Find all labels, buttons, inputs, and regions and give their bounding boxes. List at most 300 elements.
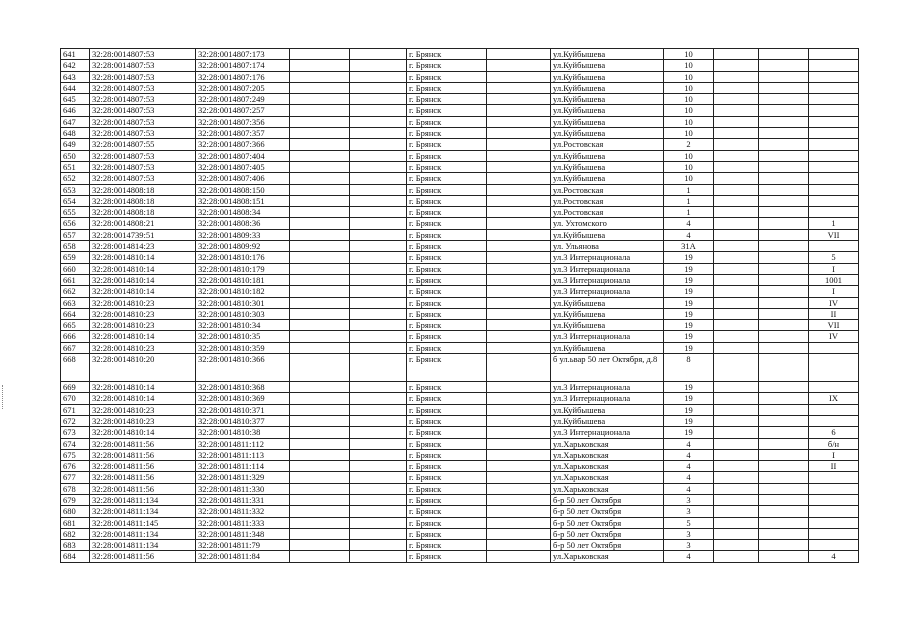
cell-house-number: 8	[664, 354, 714, 382]
cell-apartment: 6	[809, 427, 859, 438]
cell-col-7	[487, 393, 551, 404]
cell-house-number: 19	[664, 308, 714, 319]
cell-city: г. Брянск	[407, 105, 487, 116]
cell-col-5	[350, 472, 407, 483]
cell-row-number: 654	[61, 195, 90, 206]
table-row	[61, 116, 859, 127]
cell-col-4	[290, 483, 350, 494]
cell-city: г. Брянск	[407, 229, 487, 240]
cell-col-5	[350, 427, 407, 438]
cell-row-number: 655	[61, 207, 90, 218]
cell-col-7	[487, 461, 551, 472]
cell-apartment	[809, 60, 859, 71]
cell-col-11	[759, 139, 809, 150]
cell-col-5	[350, 184, 407, 195]
table-row	[61, 195, 859, 206]
cell-house-number: 19	[664, 252, 714, 263]
cell-city: г. Брянск	[407, 449, 487, 460]
cell-house-number: 10	[664, 94, 714, 105]
cell-col-10	[714, 528, 759, 539]
table-row	[61, 354, 859, 382]
cell-house-number: 3	[664, 540, 714, 551]
cell-row-number: 641	[61, 49, 90, 60]
cell-col-10	[714, 506, 759, 517]
cell-row-number: 671	[61, 404, 90, 415]
cell-col-10	[714, 297, 759, 308]
cell-col-5	[350, 449, 407, 460]
table-row	[61, 184, 859, 195]
table-row	[61, 506, 859, 517]
cadastral-table	[60, 48, 859, 563]
cell-house-number: 19	[664, 415, 714, 426]
cell-col-4	[290, 229, 350, 240]
cell-col-4	[290, 354, 350, 382]
cell-street: ул.Куйбышева	[551, 82, 664, 93]
cell-col-11	[759, 297, 809, 308]
cell-col-11	[759, 404, 809, 415]
cell-col-11	[759, 354, 809, 382]
cell-row-number: 658	[61, 241, 90, 252]
cell-col-4	[290, 184, 350, 195]
cell-city: г. Брянск	[407, 263, 487, 274]
cell-city: г. Брянск	[407, 150, 487, 161]
cell-col-5	[350, 382, 407, 393]
cell-row-number: 664	[61, 308, 90, 319]
table-row	[61, 82, 859, 93]
cell-city: г. Брянск	[407, 461, 487, 472]
cell-col-11	[759, 393, 809, 404]
cell-row-number: 663	[61, 297, 90, 308]
cell-street: ул.Куйбышева	[551, 404, 664, 415]
cell-row-number: 659	[61, 252, 90, 263]
margin-mark	[2, 385, 4, 409]
cell-house-number: 5	[664, 517, 714, 528]
cell-col-5	[350, 263, 407, 274]
cell-col-10	[714, 195, 759, 206]
cell-parent-cadastral-number: 32:28:0014811:56	[90, 472, 196, 483]
cell-col-10	[714, 82, 759, 93]
cell-col-7	[487, 139, 551, 150]
cell-col-10	[714, 105, 759, 116]
table-row	[61, 483, 859, 494]
cell-col-5	[350, 71, 407, 82]
cell-parent-cadastral-number: 32:28:0014810:14	[90, 382, 196, 393]
cell-parent-cadastral-number: 32:28:0014807:53	[90, 173, 196, 184]
cell-col-11	[759, 461, 809, 472]
cell-house-number: 4	[664, 551, 714, 562]
table-row	[61, 297, 859, 308]
cell-house-number: 10	[664, 173, 714, 184]
cell-col-4	[290, 71, 350, 82]
cell-col-5	[350, 506, 407, 517]
cell-apartment: II	[809, 308, 859, 319]
cell-apartment	[809, 415, 859, 426]
cell-house-number: 4	[664, 472, 714, 483]
cell-apartment	[809, 105, 859, 116]
cell-col-5	[350, 60, 407, 71]
table-row	[61, 252, 859, 263]
cell-cadastral-number: 32:28:0014811:329	[196, 472, 290, 483]
cell-col-11	[759, 150, 809, 161]
cell-apartment	[809, 139, 859, 150]
cell-house-number: 19	[664, 382, 714, 393]
cell-parent-cadastral-number: 32:28:0014807:53	[90, 94, 196, 105]
cell-apartment	[809, 494, 859, 505]
cell-street: ул.Харьковская	[551, 551, 664, 562]
cell-col-5	[350, 82, 407, 93]
cell-house-number: 10	[664, 71, 714, 82]
table-row	[61, 427, 859, 438]
cell-parent-cadastral-number: 32:28:0014811:56	[90, 483, 196, 494]
cell-apartment	[809, 207, 859, 218]
cell-row-number: 646	[61, 105, 90, 116]
cell-street: ул.Куйбышева	[551, 49, 664, 60]
cell-city: г. Брянск	[407, 241, 487, 252]
cell-apartment	[809, 404, 859, 415]
table-row	[61, 540, 859, 551]
cell-col-10	[714, 229, 759, 240]
cell-col-10	[714, 393, 759, 404]
cell-col-11	[759, 71, 809, 82]
cell-col-7	[487, 320, 551, 331]
cell-cadastral-number: 32:28:0014808:34	[196, 207, 290, 218]
cell-col-11	[759, 382, 809, 393]
cell-street: ул.3 Интернационала	[551, 331, 664, 342]
cell-col-4	[290, 404, 350, 415]
cell-col-11	[759, 116, 809, 127]
cell-col-7	[487, 150, 551, 161]
cell-parent-cadastral-number: 32:28:0014808:18	[90, 184, 196, 195]
table-row	[61, 415, 859, 426]
cell-parent-cadastral-number: 32:28:0014807:55	[90, 139, 196, 150]
table-row	[61, 494, 859, 505]
cell-col-5	[350, 354, 407, 382]
cell-col-7	[487, 252, 551, 263]
cell-street: ул.Куйбышева	[551, 71, 664, 82]
cell-col-7	[487, 494, 551, 505]
cell-cadastral-number: 32:28:0014810:303	[196, 308, 290, 319]
table-row	[61, 71, 859, 82]
table-row	[61, 274, 859, 285]
cell-apartment: IV	[809, 297, 859, 308]
cell-cadastral-number: 32:28:0014810:34	[196, 320, 290, 331]
cell-parent-cadastral-number: 32:28:0014810:14	[90, 252, 196, 263]
cell-street: ул.3 Интернационала	[551, 393, 664, 404]
cell-col-7	[487, 540, 551, 551]
cell-col-7	[487, 517, 551, 528]
cell-col-5	[350, 94, 407, 105]
cell-col-4	[290, 393, 350, 404]
cell-house-number: 1	[664, 207, 714, 218]
cell-col-7	[487, 161, 551, 172]
cell-house-number: 2	[664, 139, 714, 150]
cell-col-10	[714, 60, 759, 71]
cell-row-number: 653	[61, 184, 90, 195]
cell-col-4	[290, 150, 350, 161]
cell-street: ул.Харьковская	[551, 483, 664, 494]
cell-col-11	[759, 551, 809, 562]
cell-parent-cadastral-number: 32:28:0014810:23	[90, 320, 196, 331]
cell-col-5	[350, 528, 407, 539]
cell-row-number: 674	[61, 438, 90, 449]
cell-col-7	[487, 116, 551, 127]
cell-row-number: 647	[61, 116, 90, 127]
cell-row-number: 667	[61, 342, 90, 353]
cell-street: ул.Ростовская	[551, 139, 664, 150]
cell-street: ул.3 Интернационала	[551, 286, 664, 297]
cell-col-7	[487, 128, 551, 139]
cell-cadastral-number: 32:28:0014810:35	[196, 331, 290, 342]
cell-cadastral-number: 32:28:0014810:366	[196, 354, 290, 382]
cell-col-11	[759, 229, 809, 240]
cell-apartment: I	[809, 449, 859, 460]
table-row	[61, 229, 859, 240]
cell-col-10	[714, 286, 759, 297]
cell-col-10	[714, 274, 759, 285]
cell-house-number: 10	[664, 105, 714, 116]
cell-apartment: II	[809, 461, 859, 472]
cell-apartment: 5	[809, 252, 859, 263]
table-row	[61, 449, 859, 460]
cell-col-7	[487, 415, 551, 426]
cell-city: г. Брянск	[407, 252, 487, 263]
cell-col-5	[350, 415, 407, 426]
cell-col-11	[759, 60, 809, 71]
cell-street: ул.Харьковская	[551, 438, 664, 449]
cell-street: ул.Куйбышева	[551, 342, 664, 353]
cell-col-11	[759, 207, 809, 218]
table-row	[61, 150, 859, 161]
cell-street: ул.Куйбышева	[551, 161, 664, 172]
cell-row-number: 662	[61, 286, 90, 297]
cell-col-10	[714, 139, 759, 150]
cell-col-11	[759, 105, 809, 116]
cell-col-7	[487, 195, 551, 206]
cell-col-10	[714, 472, 759, 483]
cell-row-number: 680	[61, 506, 90, 517]
cell-row-number: 645	[61, 94, 90, 105]
cell-parent-cadastral-number: 32:28:0014811:56	[90, 461, 196, 472]
cell-city: г. Брянск	[407, 472, 487, 483]
cell-col-5	[350, 241, 407, 252]
cell-col-5	[350, 438, 407, 449]
table-row	[61, 161, 859, 172]
cell-cadastral-number: 32:28:0014807:405	[196, 161, 290, 172]
cell-col-5	[350, 207, 407, 218]
cell-col-7	[487, 342, 551, 353]
cell-apartment	[809, 342, 859, 353]
cell-col-10	[714, 551, 759, 562]
cell-row-number: 681	[61, 517, 90, 528]
cell-col-4	[290, 472, 350, 483]
cell-col-11	[759, 342, 809, 353]
cell-city: г. Брянск	[407, 331, 487, 342]
cell-row-number: 649	[61, 139, 90, 150]
cell-parent-cadastral-number: 32:28:0014811:134	[90, 540, 196, 551]
cell-street: ул.3 Интернационала	[551, 382, 664, 393]
cell-cadastral-number: 32:28:0014808:36	[196, 218, 290, 229]
cell-col-4	[290, 241, 350, 252]
cell-cadastral-number: 32:28:0014807:257	[196, 105, 290, 116]
cell-col-4	[290, 449, 350, 460]
cell-street: ул.Куйбышева	[551, 173, 664, 184]
cell-parent-cadastral-number: 32:28:0014807:53	[90, 71, 196, 82]
cell-col-11	[759, 82, 809, 93]
cell-col-10	[714, 438, 759, 449]
cell-col-5	[350, 161, 407, 172]
cell-col-11	[759, 94, 809, 105]
cell-cadastral-number: 32:28:0014810:301	[196, 297, 290, 308]
cell-col-10	[714, 415, 759, 426]
cell-street: ул.Ростовская	[551, 207, 664, 218]
cell-city: г. Брянск	[407, 308, 487, 319]
cell-col-11	[759, 161, 809, 172]
cell-col-10	[714, 218, 759, 229]
cell-row-number: 679	[61, 494, 90, 505]
cell-col-11	[759, 128, 809, 139]
cell-row-number: 672	[61, 415, 90, 426]
cell-city: г. Брянск	[407, 184, 487, 195]
cell-apartment	[809, 116, 859, 127]
cell-col-11	[759, 540, 809, 551]
cell-street: б-р 50 лет Октября	[551, 494, 664, 505]
cell-parent-cadastral-number: 32:28:0014810:14	[90, 263, 196, 274]
cell-street: ул.3 Интернационала	[551, 263, 664, 274]
cell-apartment: 1	[809, 218, 859, 229]
cell-apartment: IV	[809, 331, 859, 342]
cell-cadastral-number: 32:28:0014810:181	[196, 274, 290, 285]
cell-cadastral-number: 32:28:0014807:404	[196, 150, 290, 161]
cell-col-11	[759, 427, 809, 438]
cell-col-4	[290, 342, 350, 353]
cell-apartment: 1001	[809, 274, 859, 285]
cell-city: г. Брянск	[407, 274, 487, 285]
cell-row-number: 660	[61, 263, 90, 274]
cell-house-number: 3	[664, 528, 714, 539]
cell-col-4	[290, 252, 350, 263]
cell-col-4	[290, 82, 350, 93]
cell-col-7	[487, 184, 551, 195]
cell-city: г. Брянск	[407, 494, 487, 505]
cell-col-11	[759, 528, 809, 539]
cell-house-number: 10	[664, 60, 714, 71]
cell-col-10	[714, 128, 759, 139]
cell-apartment	[809, 161, 859, 172]
cell-street: ул. Ухтомского	[551, 218, 664, 229]
cell-col-7	[487, 297, 551, 308]
cell-col-10	[714, 150, 759, 161]
cell-col-7	[487, 241, 551, 252]
cell-apartment	[809, 128, 859, 139]
cell-parent-cadastral-number: 32:28:0014808:18	[90, 195, 196, 206]
cell-street: б ул.ьвар 50 лет Октября, д.8	[551, 354, 664, 382]
cell-row-number: 661	[61, 274, 90, 285]
cell-city: г. Брянск	[407, 128, 487, 139]
cell-street: ул.Ростовская	[551, 184, 664, 195]
cell-parent-cadastral-number: 32:28:0014808:21	[90, 218, 196, 229]
cell-col-4	[290, 161, 350, 172]
cell-col-11	[759, 184, 809, 195]
cell-col-11	[759, 286, 809, 297]
cell-row-number: 643	[61, 71, 90, 82]
cell-apartment	[809, 540, 859, 551]
cell-city: г. Брянск	[407, 320, 487, 331]
cell-house-number: 19	[664, 404, 714, 415]
cell-parent-cadastral-number: 32:28:0014739:51	[90, 229, 196, 240]
cell-street: ул.Харьковская	[551, 449, 664, 460]
table-row	[61, 207, 859, 218]
cell-cadastral-number: 32:28:0014808:150	[196, 184, 290, 195]
cell-apartment: IX	[809, 393, 859, 404]
cell-house-number: 31А	[664, 241, 714, 252]
cell-street: ул.Харьковская	[551, 472, 664, 483]
cell-col-7	[487, 472, 551, 483]
cell-col-5	[350, 320, 407, 331]
cell-col-11	[759, 472, 809, 483]
cell-col-7	[487, 49, 551, 60]
cell-col-10	[714, 263, 759, 274]
cell-col-7	[487, 483, 551, 494]
cell-city: г. Брянск	[407, 354, 487, 382]
cell-cadastral-number: 32:28:0014807:406	[196, 173, 290, 184]
cell-street: ул. Ульянова	[551, 241, 664, 252]
cell-row-number: 657	[61, 229, 90, 240]
cell-apartment	[809, 483, 859, 494]
cell-col-4	[290, 551, 350, 562]
table-row	[61, 393, 859, 404]
cell-house-number: 10	[664, 49, 714, 60]
cell-apartment	[809, 241, 859, 252]
cell-city: г. Брянск	[407, 438, 487, 449]
cell-parent-cadastral-number: 32:28:0014810:14	[90, 427, 196, 438]
cell-city: г. Брянск	[407, 49, 487, 60]
cell-city: г. Брянск	[407, 551, 487, 562]
cell-parent-cadastral-number: 32:28:0014807:53	[90, 82, 196, 93]
cell-row-number: 684	[61, 551, 90, 562]
cell-house-number: 19	[664, 427, 714, 438]
cell-col-4	[290, 116, 350, 127]
cell-col-5	[350, 551, 407, 562]
cell-cadastral-number: 32:28:0014810:377	[196, 415, 290, 426]
cell-col-5	[350, 461, 407, 472]
cell-col-10	[714, 161, 759, 172]
cell-col-7	[487, 506, 551, 517]
cell-apartment: VII	[809, 229, 859, 240]
cell-city: г. Брянск	[407, 415, 487, 426]
cell-street: ул.3 Интернационала	[551, 252, 664, 263]
cell-col-11	[759, 252, 809, 263]
cell-row-number: 678	[61, 483, 90, 494]
cell-col-4	[290, 274, 350, 285]
cell-col-4	[290, 139, 350, 150]
cell-row-number: 677	[61, 472, 90, 483]
cell-cadastral-number: 32:28:0014810:38	[196, 427, 290, 438]
cell-cadastral-number: 32:28:0014811:333	[196, 517, 290, 528]
cell-parent-cadastral-number: 32:28:0014811:56	[90, 438, 196, 449]
cell-col-7	[487, 382, 551, 393]
cell-house-number: 4	[664, 438, 714, 449]
cell-cadastral-number: 32:28:0014807:357	[196, 128, 290, 139]
cell-col-4	[290, 506, 350, 517]
cell-street: ул.3 Интернационала	[551, 274, 664, 285]
cell-cadastral-number: 32:28:0014810:179	[196, 263, 290, 274]
document-sheet	[60, 48, 859, 563]
cell-col-10	[714, 483, 759, 494]
cell-col-4	[290, 427, 350, 438]
cell-col-4	[290, 105, 350, 116]
table-row	[61, 382, 859, 393]
cell-house-number: 10	[664, 150, 714, 161]
